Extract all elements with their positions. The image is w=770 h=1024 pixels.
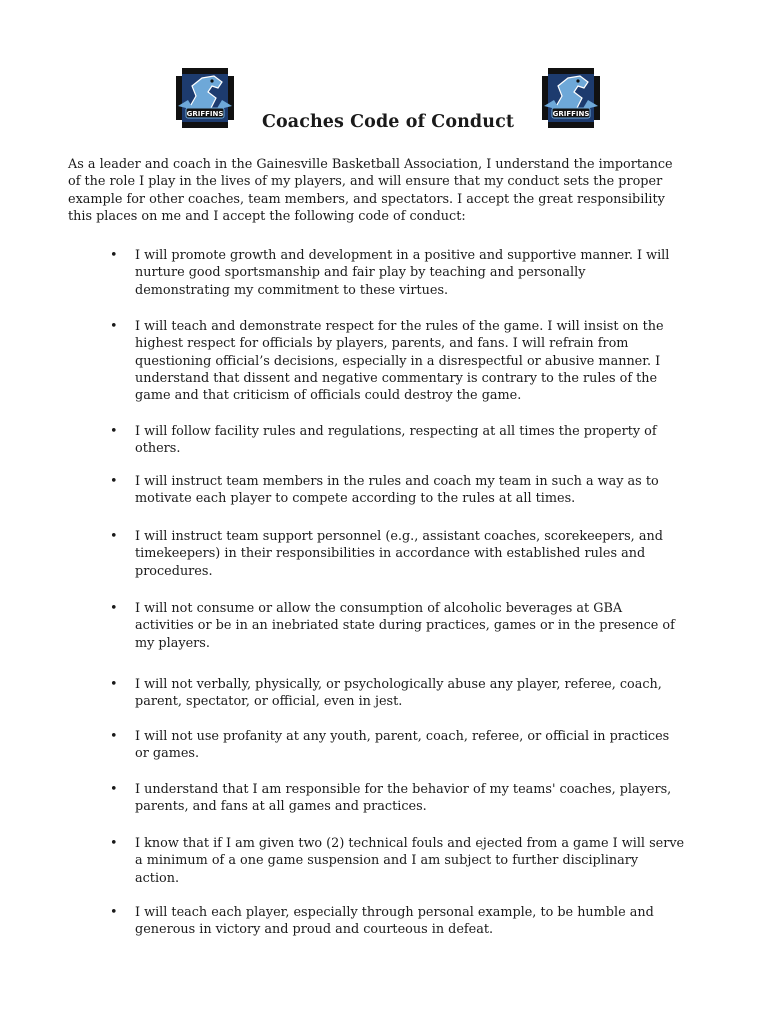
bullet-line: demonstrating my commitment to these virtues. xyxy=(135,282,449,298)
intro-line: of the role I play in the lives of my players, and will ensure that my conduct sets the proper xyxy=(68,174,663,190)
logo-text-right: GRIFFINS xyxy=(552,110,590,118)
bullet-marker: • xyxy=(110,782,118,797)
intro-line: this places on me and I accept the following code of conduct: xyxy=(68,208,466,224)
bullet-text xyxy=(135,473,659,508)
bullet-line: others. xyxy=(135,441,181,457)
bullet-marker: • xyxy=(110,319,118,334)
bullet-line: my players. xyxy=(135,635,210,651)
bullet-line: I will teach each player, especially through personal example, to be humble and xyxy=(135,905,654,920)
bullet-line: I will instruct team support personnel (e.g., assistant coaches, scorekeepers, and xyxy=(135,529,663,544)
bullet-text xyxy=(135,904,654,939)
bullet-text xyxy=(135,781,671,816)
bullet-line: a minimum of a one game suspension and I am subject to further disciplinary xyxy=(135,853,639,869)
bullet-text xyxy=(135,423,657,458)
bullet-text xyxy=(135,247,669,299)
bullet-line: action. xyxy=(135,870,180,886)
bullet-text xyxy=(135,318,664,404)
bullet-marker: • xyxy=(110,601,118,616)
bullet-text xyxy=(135,528,663,580)
bullet-text xyxy=(135,728,669,763)
bullet-line: I understand that I am responsible for the behavior of my teams' coaches, players, xyxy=(135,782,672,797)
bullet-marker: • xyxy=(110,677,118,692)
bullet-text xyxy=(135,835,684,887)
bullet-line: generous in victory and proud and courteous in defeat. xyxy=(135,922,494,938)
bullet-line: I will instruct team members in the rules and coach my team in such a way as to xyxy=(135,474,659,489)
logo-text-left: GRIFFINS xyxy=(186,110,224,118)
bullet-line: game and that criticism of officials could destroy the game. xyxy=(135,388,522,404)
bullet-line: timekeepers) in their responsibilities in accordance with established rules and xyxy=(135,546,646,562)
bullet-line: I will not verbally, physically, or psychologically abuse any player, referee, coach, xyxy=(135,677,662,692)
bullet-line: I know that if I am given two (2) technical fouls and ejected from a game I will serve xyxy=(135,836,685,851)
bullet-line: questioning official’s decisions, especially in a disrespectful or abusive manner. I xyxy=(135,353,661,369)
bullet-marker: • xyxy=(110,248,118,263)
bullet-marker: • xyxy=(110,424,118,439)
bullet-line: highest respect for officials by players, parents, and fans. I will refrain from xyxy=(135,336,629,352)
page-title: Coaches Code of Conduct xyxy=(261,112,515,132)
bullet-marker: • xyxy=(110,474,118,489)
bullet-text xyxy=(135,676,662,711)
intro-paragraph xyxy=(68,156,708,225)
bullet-line: motivate each player to compete according to the rules at all times. xyxy=(135,491,576,507)
intro-line: example for other coaches, team members, and spectators. I accept the great responsibility xyxy=(68,191,665,207)
bullet-line: I will teach and demonstrate respect for the rules of the game. I will insist on the xyxy=(135,319,664,334)
bullet-line: understand that dissent and negative commentary is contrary to the rules of the xyxy=(135,370,658,386)
bullet-line: parent, spectator, or official, even in jest. xyxy=(135,694,403,710)
bullet-marker: • xyxy=(110,905,118,920)
bullet-line: I will not consume or allow the consumption of alcoholic beverages at GBA xyxy=(135,601,623,616)
bullet-line: I will not use profanity at any youth, parent, coach, referee, or official in practices xyxy=(135,729,670,744)
bullet-line: I will follow facility rules and regulations, respecting at all times the property of xyxy=(135,424,657,439)
bullet-marker: • xyxy=(110,529,118,544)
bullet-marker: • xyxy=(110,729,118,744)
bullet-line: nurture good sportsmanship and fair play by teaching and personally xyxy=(135,265,586,281)
intro-line: As a leader and coach in the Gainesville Basketball Association, I understand the importance xyxy=(68,157,673,172)
bullet-line: or games. xyxy=(135,746,200,762)
bullet-line: parents, and fans at all games and practices. xyxy=(135,799,427,815)
bullet-marker: • xyxy=(110,836,118,851)
bullet-line: I will promote growth and development in a positive and supportive manner. I will xyxy=(135,248,670,263)
bullet-line: activities or be in an inebriated state during practices, games or in the presence of xyxy=(135,618,675,634)
bullet-line: procedures. xyxy=(135,563,213,579)
bullet-text xyxy=(135,600,675,652)
